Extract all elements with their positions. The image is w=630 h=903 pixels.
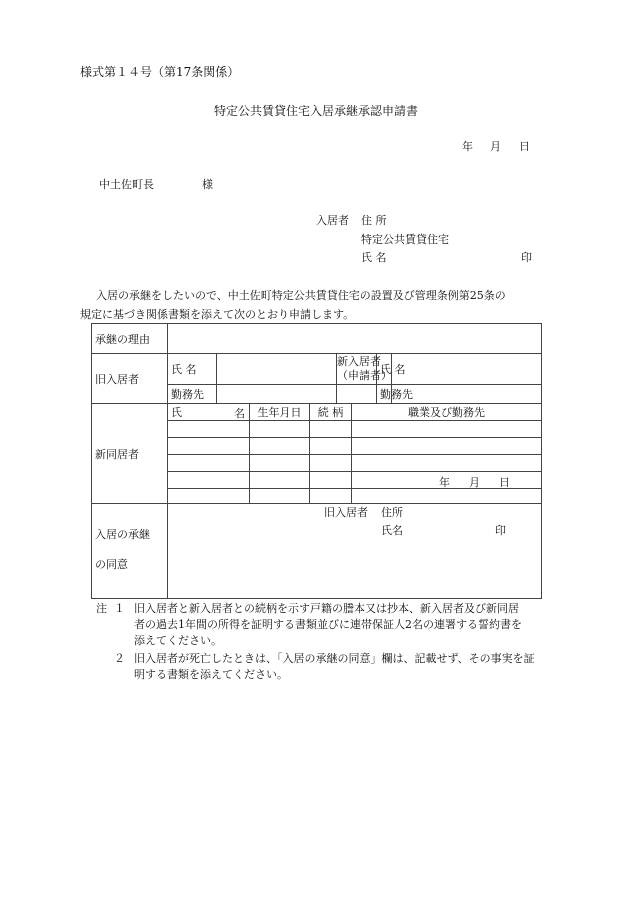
- cohabit-name-field[interactable]: [168, 455, 250, 472]
- consent-seal: 印: [495, 524, 506, 537]
- consent-label-1: 入居の承継: [95, 528, 150, 541]
- cohabit-birth-field[interactable]: [250, 438, 310, 455]
- consent-label: [92, 504, 168, 599]
- date-year-label: 年: [462, 140, 473, 153]
- cohabit-relation-field[interactable]: [310, 489, 352, 504]
- consent-month-label: 月: [469, 476, 480, 489]
- applicant-housing: 特定公共賃貸住宅: [361, 233, 449, 246]
- cohabit-relation-field[interactable]: [310, 455, 352, 472]
- col-occupation-header: 職業及び勤務先: [352, 404, 542, 421]
- former-work-field[interactable]: [217, 385, 337, 404]
- note-1: [96, 601, 546, 649]
- cohabit-name-field[interactable]: [168, 438, 250, 455]
- col-relation-header: 続 柄: [310, 404, 352, 421]
- consent-former-resident: 旧入居者: [324, 506, 368, 519]
- note-2: [96, 651, 546, 683]
- note-2-number: ２: [114, 652, 125, 665]
- note-1-number: １: [114, 602, 125, 615]
- consent-address-label: 住所: [381, 506, 403, 519]
- note-1-line-2: 者の過去1年間の所得を証明する書類並びに連帯保証人2名の連署する誓約書を: [134, 618, 522, 631]
- cohabit-birth-field[interactable]: [250, 455, 310, 472]
- cohabit-relation-field[interactable]: [310, 438, 352, 455]
- cohabit-relation-field[interactable]: [310, 421, 352, 438]
- cohabit-birth-field[interactable]: [250, 489, 310, 504]
- former-name-field[interactable]: [217, 354, 337, 385]
- note-2-line-1: 旧入居者が死亡したときは、「入居の承継の同意」欄は、記載せず、その事実を証: [134, 652, 535, 665]
- note-2-line-2: 明する書類を添えてください。: [134, 668, 288, 681]
- form-number: 様式第１４号（第17条関係）: [80, 65, 240, 79]
- applicant-address-label: 住 所: [361, 214, 387, 227]
- former-name-row: [92, 354, 542, 385]
- applicant-role: 入居者: [316, 214, 349, 227]
- col-name-header-1: 氏: [171, 406, 182, 419]
- application-table: [91, 323, 542, 599]
- consent-label-2: の同意: [95, 558, 128, 571]
- cohabit-relation-field[interactable]: [310, 472, 352, 489]
- new-resident-label-2: （申請者）: [337, 369, 392, 382]
- document-title: 特定公共賃貸住宅入居承継承認申請書: [214, 104, 419, 118]
- cohabit-job-field[interactable]: [352, 438, 542, 455]
- cohabit-name-field[interactable]: [168, 421, 250, 438]
- addressee-suffix: 様: [202, 178, 213, 191]
- cohabit-name-field[interactable]: [168, 472, 250, 489]
- date-day-label: 日: [519, 140, 530, 153]
- consent-day-label: 日: [499, 476, 510, 489]
- reason-label: 承継の理由: [92, 324, 168, 354]
- date-month-label: 月: [490, 140, 501, 153]
- new-work-label: 勤務先: [377, 385, 392, 404]
- reason-field[interactable]: [168, 324, 542, 354]
- cohabit-name-field[interactable]: [168, 489, 250, 504]
- new-resident-label: [337, 354, 392, 385]
- new-cohabitant-label: 新同居者: [92, 404, 168, 504]
- new-name-field[interactable]: [392, 354, 542, 385]
- cohabit-birth-field[interactable]: [250, 421, 310, 438]
- applicant-seal: 印: [521, 251, 532, 264]
- new-work-blank: [337, 385, 377, 404]
- former-name-label: 氏 名: [168, 354, 217, 385]
- consent-name-label: 氏名: [381, 524, 403, 537]
- note-1-line-3: 添えてください。: [134, 634, 222, 647]
- cohabit-job-field[interactable]: [352, 489, 542, 504]
- consent-year-label: 年: [439, 476, 450, 489]
- col-birthdate-header: 生年月日: [250, 404, 310, 421]
- note-1-line-1: 旧入居者と新入居者との続柄を示す戸籍の謄本又は抄本、新入居者及び新同居: [134, 602, 519, 615]
- intro-line-1: 入居の承継をしたいので、中土佐町特定公共賃貸住宅の設置及び管理条例第25条の: [96, 289, 506, 302]
- addressee: 中土佐町長: [99, 178, 154, 191]
- col-name-header-2: 名: [234, 407, 245, 420]
- notes-lead: 注: [96, 602, 107, 615]
- applicant-name-label: 氏 名: [361, 251, 387, 264]
- former-resident-label: 旧入居者: [92, 354, 168, 404]
- reason-row: [92, 324, 542, 354]
- notes: [96, 601, 546, 683]
- new-resident-label-1: 新入居者: [337, 355, 381, 368]
- new-work-field[interactable]: [392, 385, 542, 404]
- cohabit-job-field[interactable]: [352, 455, 542, 472]
- consent-field[interactable]: [168, 476, 542, 599]
- cohabit-job-field[interactable]: [352, 421, 542, 438]
- col-name-header: [168, 404, 250, 421]
- cohabit-header-row: [92, 404, 542, 421]
- intro-line-2: 規定に基づき関係書類を添えて次のとおり申請します。: [80, 308, 355, 321]
- new-name-label: 氏 名: [377, 354, 392, 385]
- former-work-label: 勤務先: [168, 385, 217, 404]
- consent-row: [92, 504, 542, 599]
- cohabit-birth-field[interactable]: [250, 472, 310, 489]
